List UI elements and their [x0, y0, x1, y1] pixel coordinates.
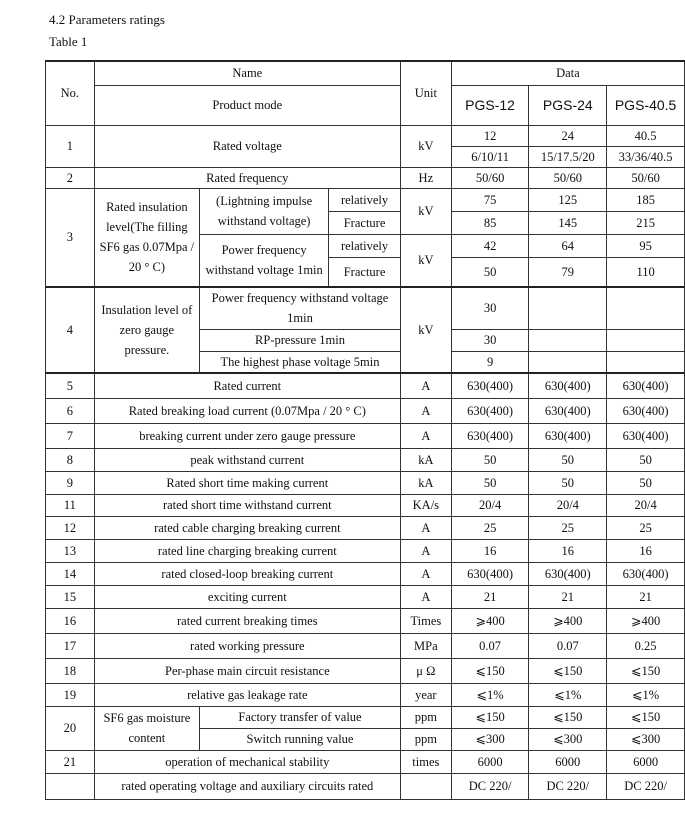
- row-name: relative gas leakage rate: [94, 683, 400, 706]
- row-value: ⩽150: [607, 658, 685, 683]
- table-row: [46, 562, 685, 585]
- header-product-mode: Product mode: [94, 85, 400, 125]
- model-name: PGS-24: [529, 85, 607, 125]
- row-number: 9: [46, 471, 95, 494]
- row-name: rated operating voltage and auxiliary circuits rated: [94, 773, 400, 799]
- row-value: [607, 351, 685, 373]
- row-name: rated short time withstand current: [94, 494, 400, 516]
- table-row: [46, 585, 685, 608]
- row-value: 16: [529, 539, 607, 562]
- table-row: [46, 398, 685, 423]
- row-value: 25: [529, 516, 607, 539]
- row-unit: Hz: [400, 167, 451, 188]
- row-value: 630(400): [607, 398, 685, 423]
- sub-name: Factory transfer of value: [200, 706, 401, 728]
- row-name: breaking current under zero gauge pressure: [94, 423, 400, 448]
- row-number: 15: [46, 585, 95, 608]
- row-value: 125: [529, 188, 607, 211]
- row-unit: A: [400, 539, 451, 562]
- row-value: 145: [529, 211, 607, 234]
- row-unit: A: [400, 562, 451, 585]
- row-value: 50: [451, 471, 529, 494]
- row-unit: A: [400, 398, 451, 423]
- row-value: DC 220/: [529, 773, 607, 799]
- row-value: 6/10/11: [451, 146, 529, 167]
- row-value: [607, 287, 685, 329]
- row-value: 24: [529, 125, 607, 146]
- row-name: rated working pressure: [94, 633, 400, 658]
- sub-name: The highest phase voltage 5min: [200, 351, 401, 373]
- row-number: 17: [46, 633, 95, 658]
- row-value: 6000: [607, 750, 685, 773]
- row-number: 5: [46, 373, 95, 398]
- row-value: 6000: [529, 750, 607, 773]
- table-row: [46, 683, 685, 706]
- row-value: 630(400): [451, 373, 529, 398]
- row-number: 13: [46, 539, 95, 562]
- row-value: DC 220/: [451, 773, 529, 799]
- row-value: 630(400): [451, 398, 529, 423]
- header-row: [46, 61, 685, 85]
- row-name: Rated frequency: [94, 167, 400, 188]
- row-value: 185: [607, 188, 685, 211]
- row-value: [529, 287, 607, 329]
- row-number: 11: [46, 494, 95, 516]
- sub-name: (Lightning impulse withstand voltage): [200, 188, 329, 234]
- row-value: 50: [529, 448, 607, 471]
- row-number: 18: [46, 658, 95, 683]
- row-value: [529, 351, 607, 373]
- row-number: 1: [46, 125, 95, 167]
- row-value: 0.07: [451, 633, 529, 658]
- row-value: 9: [451, 351, 529, 373]
- row-name: Rated current: [94, 373, 400, 398]
- row-value: 42: [451, 234, 529, 257]
- row-name: Rated breaking load current (0.07Mpa / 20 ° C): [94, 398, 400, 423]
- parameters-table: [45, 60, 685, 800]
- row-value: 50: [529, 471, 607, 494]
- row-value: [529, 329, 607, 351]
- header-unit: Unit: [400, 61, 451, 125]
- table-row: [46, 658, 685, 683]
- row-value: ⩾400: [451, 608, 529, 633]
- row-unit: kV: [400, 234, 451, 287]
- table-row: [46, 539, 685, 562]
- row-unit: MPa: [400, 633, 451, 658]
- row-number: 6: [46, 398, 95, 423]
- row-name: Insulation level of zero gauge pressure.: [94, 287, 199, 373]
- row-value: ⩽1%: [607, 683, 685, 706]
- table-row: [46, 516, 685, 539]
- row-number: 3: [46, 188, 95, 287]
- row-value: 630(400): [607, 423, 685, 448]
- row-value: 630(400): [451, 423, 529, 448]
- row-value: 50/60: [451, 167, 529, 188]
- table-row: [46, 471, 685, 494]
- row-value: 30: [451, 287, 529, 329]
- header-name: Name: [94, 61, 400, 85]
- sub-name: Power frequency withstand voltage 1min: [200, 287, 401, 329]
- row-name: Per-phase main circuit resistance: [94, 658, 400, 683]
- section-heading: 4.2 Parameters ratings: [49, 12, 165, 27]
- row-value: 16: [607, 539, 685, 562]
- row-value: 30: [451, 329, 529, 351]
- table-label: Table 1: [49, 34, 88, 49]
- row-unit: times: [400, 750, 451, 773]
- row-number: 2: [46, 167, 95, 188]
- row-value: 15/17.5/20: [529, 146, 607, 167]
- row-name: peak withstand current: [94, 448, 400, 471]
- row-value: 20/4: [607, 494, 685, 516]
- row-value: 630(400): [529, 373, 607, 398]
- row-unit: kV: [400, 125, 451, 167]
- row-unit: kV: [400, 287, 451, 373]
- row-name: rated line charging breaking current: [94, 539, 400, 562]
- sub-name: RP-pressure 1min: [200, 329, 401, 351]
- row-value: 75: [451, 188, 529, 211]
- row-value: ⩽300: [607, 728, 685, 750]
- table-row: [46, 750, 685, 773]
- row-unit: [400, 773, 451, 799]
- table-row: [46, 125, 685, 146]
- row-number: 19: [46, 683, 95, 706]
- row-name: rated current breaking times: [94, 608, 400, 633]
- row-value: ⩽300: [529, 728, 607, 750]
- row-name: Rated insulation level(The filling SF6 gas 0.07Mpa / 20 ° C): [94, 188, 199, 287]
- row-unit: ppm: [400, 706, 451, 728]
- table-row: [46, 633, 685, 658]
- row-value: 6000: [451, 750, 529, 773]
- row-value: 40.5: [607, 125, 685, 146]
- sub-label: Fracture: [329, 211, 401, 234]
- row-number: 8: [46, 448, 95, 471]
- row-unit: year: [400, 683, 451, 706]
- row-value: ⩽1%: [529, 683, 607, 706]
- row-name: SF6 gas moisture content: [94, 706, 199, 750]
- row-value: 21: [529, 585, 607, 608]
- row-number: 16: [46, 608, 95, 633]
- row-value: ⩽300: [451, 728, 529, 750]
- table-row: [46, 773, 685, 799]
- row-name: rated cable charging breaking current: [94, 516, 400, 539]
- row-value: 12: [451, 125, 529, 146]
- row-value: 21: [451, 585, 529, 608]
- row-unit: ppm: [400, 728, 451, 750]
- table-row: [46, 373, 685, 398]
- sub-label: Fracture: [329, 257, 401, 287]
- row-value: 25: [607, 516, 685, 539]
- row-value: 215: [607, 211, 685, 234]
- row-unit: kA: [400, 471, 451, 494]
- row-value: 50: [607, 471, 685, 494]
- row-unit: A: [400, 373, 451, 398]
- row-unit: A: [400, 585, 451, 608]
- sub-name: Switch running value: [200, 728, 401, 750]
- row-value: 79: [529, 257, 607, 287]
- row-name: rated closed-loop breaking current: [94, 562, 400, 585]
- row-number: [46, 773, 95, 799]
- row-unit: A: [400, 423, 451, 448]
- row-value: ⩾400: [529, 608, 607, 633]
- row-value: ⩽150: [607, 706, 685, 728]
- row-number: 12: [46, 516, 95, 539]
- sub-name: Power frequency withstand voltage 1min: [200, 234, 329, 287]
- row-value: 110: [607, 257, 685, 287]
- table-row: [46, 608, 685, 633]
- row-unit: kA: [400, 448, 451, 471]
- row-value: 95: [607, 234, 685, 257]
- row-unit: μ Ω: [400, 658, 451, 683]
- row-value: 630(400): [607, 373, 685, 398]
- header-no: No.: [46, 61, 95, 125]
- row-number: 20: [46, 706, 95, 750]
- row-number: 21: [46, 750, 95, 773]
- row-value: 630(400): [607, 562, 685, 585]
- row-value: 630(400): [529, 423, 607, 448]
- row-value: 630(400): [451, 562, 529, 585]
- row-value: 50/60: [607, 167, 685, 188]
- model-name: PGS-40.5: [607, 85, 685, 125]
- row-number: 14: [46, 562, 95, 585]
- row-value: ⩽150: [451, 658, 529, 683]
- table-row: [46, 494, 685, 516]
- row-name: Rated short time making current: [94, 471, 400, 494]
- row-value: 50: [607, 448, 685, 471]
- row-value: ⩽1%: [451, 683, 529, 706]
- row-value: 630(400): [529, 398, 607, 423]
- row-name: exciting current: [94, 585, 400, 608]
- table-row: [46, 706, 685, 728]
- row-value: 0.25: [607, 633, 685, 658]
- sub-label: relatively: [329, 188, 401, 211]
- row-name: operation of mechanical stability: [94, 750, 400, 773]
- row-unit: KA/s: [400, 494, 451, 516]
- row-value: 50: [451, 448, 529, 471]
- header-data: Data: [451, 61, 684, 85]
- row-value: ⩽150: [529, 658, 607, 683]
- row-unit: kV: [400, 188, 451, 234]
- header-row: [46, 85, 685, 125]
- table-row: [46, 188, 685, 211]
- row-number: 7: [46, 423, 95, 448]
- row-value: ⩽150: [529, 706, 607, 728]
- row-value: ⩾400: [607, 608, 685, 633]
- table-row: [46, 448, 685, 471]
- row-value: [607, 329, 685, 351]
- row-value: 85: [451, 211, 529, 234]
- row-value: DC 220/: [607, 773, 685, 799]
- row-value: 33/36/40.5: [607, 146, 685, 167]
- row-number: 4: [46, 287, 95, 373]
- row-unit: A: [400, 516, 451, 539]
- row-value: 50/60: [529, 167, 607, 188]
- row-value: 25: [451, 516, 529, 539]
- row-value: ⩽150: [451, 706, 529, 728]
- row-unit: Times: [400, 608, 451, 633]
- row-name: Rated voltage: [94, 125, 400, 167]
- row-value: 50: [451, 257, 529, 287]
- table-row: [46, 167, 685, 188]
- row-value: 20/4: [451, 494, 529, 516]
- row-value: 20/4: [529, 494, 607, 516]
- table-row: [46, 423, 685, 448]
- row-value: 64: [529, 234, 607, 257]
- sub-label: relatively: [329, 234, 401, 257]
- row-value: 630(400): [529, 562, 607, 585]
- model-name: PGS-12: [451, 85, 529, 125]
- row-value: 21: [607, 585, 685, 608]
- table-row: [46, 287, 685, 329]
- row-value: 0.07: [529, 633, 607, 658]
- row-value: 16: [451, 539, 529, 562]
